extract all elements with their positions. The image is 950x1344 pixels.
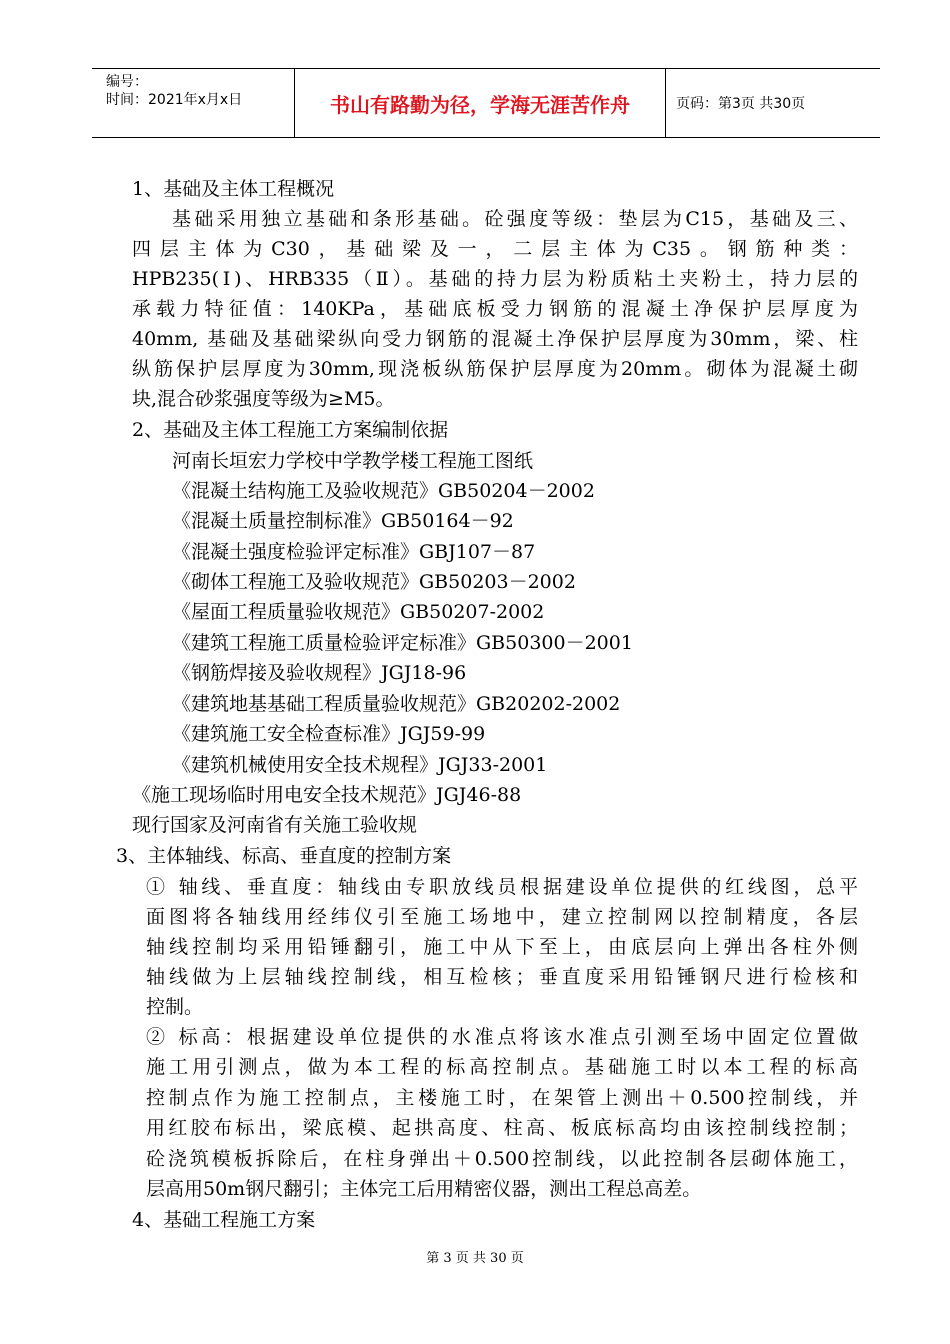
reference-item: 《砌体工程施工及验收规范》GB50203－2002	[172, 571, 576, 593]
paragraph-line: 层高用50m钢尺翻引；主体完工后用精密仪器，测出工程总高差。	[146, 1178, 702, 1200]
paragraph-line: 基础采用独立基础和条形基础。砼强度等级：垫层为C15，基础及三、	[172, 208, 858, 230]
paragraph-line: 纵筋保护层厚度为30mm,现浇板纵筋保护层厚度为20mm。砌体为混凝土砌	[132, 358, 858, 380]
reference-item: 《建筑机械使用安全技术规程》JGJ33-2001	[172, 754, 548, 776]
reference-item: 《屋面工程质量验收规范》GB50207-2002	[172, 601, 545, 623]
section-3-title: 3、主体轴线、标高、垂直度的控制方案	[116, 845, 452, 867]
motto-text: 书山有路勤为径，学海无涯苦作舟	[330, 92, 630, 117]
section-4-title: 4、基础工程施工方案	[132, 1209, 316, 1231]
page-footer: 第 3 页 共 30 页	[426, 1251, 524, 1266]
paragraph-line: 轴线做为上层轴线控制线，相互检核；垂直度采用铅锤钢尺进行检核和	[146, 966, 858, 988]
reference-item: 河南长垣宏力学校中学教学楼工程施工图纸	[172, 450, 534, 472]
reference-item: 《建筑工程施工质量检验评定标准》GB50300－2001	[172, 632, 633, 654]
page-label: 页码：第3页 共30页	[676, 96, 806, 112]
reference-item: 《混凝土质量控制标准》GB50164－92	[172, 510, 514, 532]
header-motto-cell	[294, 69, 666, 137]
paragraph-line: 面图将各轴线用经纬仪引至施工场地中，建立控制网以控制精度，各层	[146, 906, 858, 928]
paragraph-line: 四层主体为C30，基础梁及一，二层主体为C35。钢筋种类：	[132, 238, 858, 260]
reference-item: 《混凝土强度检验评定标准》GBJ107－87	[172, 541, 536, 563]
paragraph-line: 40mm, 基础及基础梁纵向受力钢筋的混凝土净保护层厚度为30mm，梁、柱	[132, 328, 858, 350]
reference-item: 现行国家及河南省有关施工验收规	[132, 814, 418, 836]
header-page-cell	[666, 69, 880, 137]
paragraph-line: 控制点作为施工控制点，主楼施工时，在架管上测出＋0.500控制线，并	[146, 1087, 858, 1109]
paragraph-line: 施工用引测点，做为本工程的标高控制点。基础施工时以本工程的标高	[146, 1056, 858, 1078]
reference-item: 《施工现场临时用电安全技术规范》JGJ46-88	[132, 784, 522, 806]
reference-item: 《建筑地基基础工程质量验收规范》GB20202-2002	[172, 693, 621, 715]
paragraph-line: 承载力特征值：140KPa，基础底板受力钢筋的混凝土净保护层厚度为	[132, 298, 858, 320]
section-1-title: 1、基础及主体工程概况	[132, 178, 335, 200]
reference-item: 《钢筋焊接及验收规程》JGJ18-96	[172, 662, 467, 684]
paragraph-line: HPB235(Ⅰ)、HRB335（Ⅱ）。基础的持力层为粉质粘土夹粉土，持力层的	[132, 268, 858, 290]
number-label: 编号：	[106, 74, 148, 90]
time-label: 时间：2021年x月x日	[106, 92, 243, 108]
paragraph-line: 控制。	[146, 996, 204, 1018]
paragraph-line: 用红胶布标出，梁底模、起拱高度、柱高、板底标高均由该控制线控制；	[146, 1117, 858, 1139]
paragraph-line: ② 标高：根据建设单位提供的水准点将该水准点引测至场中固定位置做	[146, 1026, 858, 1048]
reference-item: 《建筑施工安全检查标准》JGJ59-99	[172, 723, 486, 745]
paragraph-line: ① 轴线、垂直度：轴线由专职放线员根据建设单位提供的红线图，总平	[146, 876, 858, 898]
paragraph-line: 砼浇筑模板拆除后，在柱身弹出＋0.500控制线，以此控制各层砌体施工，	[146, 1148, 858, 1170]
paragraph-line: 块,混合砂浆强度等级为≥M5。	[132, 388, 395, 410]
paragraph-line: 轴线控制均采用铅锤翻引，施工中从下至上，由底层向上弹出各柱外侧	[146, 936, 858, 958]
reference-item: 《混凝土结构施工及验收规范》GB50204－2002	[172, 480, 595, 502]
document-header	[92, 68, 880, 138]
section-2-title: 2、基础及主体工程施工方案编制依据	[132, 419, 449, 441]
header-meta-cell	[92, 69, 294, 137]
